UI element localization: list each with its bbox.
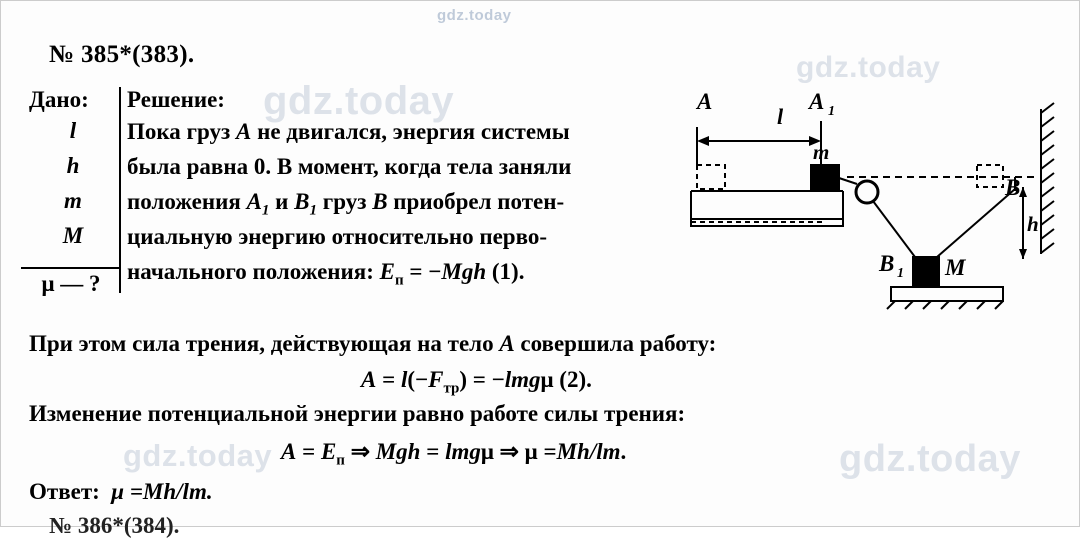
given-item-l: l bbox=[69, 118, 77, 143]
next-task-number: № 386*(384). bbox=[49, 513, 180, 538]
formula-work bbox=[361, 367, 592, 398]
watermark-3: gdz.today bbox=[123, 438, 273, 473]
solution-line-1-part-a: Пока груз bbox=[127, 119, 236, 144]
block-A1-final bbox=[811, 165, 839, 191]
watermark-2: gdz.today bbox=[796, 51, 941, 84]
solution-line-3-var-B2: B bbox=[372, 189, 388, 214]
rope-horizontal bbox=[839, 178, 857, 184]
solution-line-3-sub-2: 1 bbox=[309, 202, 318, 219]
formula-1-F: F bbox=[428, 367, 444, 392]
distance-arrow-l bbox=[697, 121, 821, 167]
solution-line-3-var-B: B bbox=[294, 189, 310, 214]
solution-line-1-part-c: не двигался, энергия системы bbox=[251, 119, 570, 144]
given-header: Дано: bbox=[29, 87, 89, 112]
solution-line-1-var-A: A bbox=[235, 119, 252, 144]
label-m: m bbox=[813, 140, 830, 164]
solution-line-3-sub-1: 1 bbox=[261, 202, 270, 219]
solution-line-3-part-a: положения bbox=[127, 189, 247, 214]
solution-line-5 bbox=[127, 259, 524, 290]
formula-2-eq2: = bbox=[420, 439, 446, 464]
solution-header: Решение: bbox=[127, 87, 225, 112]
label-B1: B bbox=[879, 251, 895, 276]
block-A-initial bbox=[697, 165, 725, 189]
formula-1-lmg: lmg bbox=[504, 367, 541, 392]
formula-1-A: A bbox=[361, 367, 377, 392]
formula-2-arrow1: ⇒ bbox=[344, 439, 376, 464]
rope-diagonal bbox=[873, 201, 915, 257]
given-item-M: M bbox=[62, 223, 84, 248]
paragraph-friction-work bbox=[29, 331, 716, 357]
paragraph-energy-change: Изменение потенциальной энергии равно работе силы трения: bbox=[29, 401, 686, 426]
paragraph-1-part-a: При этом сила трения, действующая на тело bbox=[29, 331, 500, 356]
watermark-top: gdz.today bbox=[437, 7, 512, 24]
physics-figure bbox=[651, 79, 1071, 319]
formula-2-eq1: = bbox=[296, 439, 321, 464]
task-number: № 385*(383). bbox=[49, 41, 195, 68]
formula-2-Mgh: Mgh bbox=[375, 439, 421, 464]
solution-line-5-part-a: начального положения: bbox=[127, 259, 380, 284]
given-divider bbox=[21, 267, 119, 269]
formula-1-close: ) = − bbox=[459, 367, 505, 392]
solution-line-5-part-c: = − bbox=[403, 259, 442, 284]
label-M: M bbox=[945, 255, 966, 280]
solution-line-3-part-c: и bbox=[269, 189, 295, 214]
solution-line-3-part-e: груз bbox=[317, 189, 373, 214]
solution-line-2: была равна 0. В момент, когда тела заняли bbox=[127, 154, 572, 179]
solution-line-3-var-A: A bbox=[246, 189, 262, 214]
pulley bbox=[856, 181, 878, 203]
formula-2-A: A bbox=[281, 439, 297, 464]
formula-2-result: Mh/lm bbox=[556, 439, 621, 464]
watermark-4: gdz.today bbox=[839, 438, 1021, 480]
given-vertical-divider bbox=[119, 87, 121, 293]
formula-2-lmg: lmg bbox=[445, 439, 481, 464]
formula-2-sub-p: п bbox=[336, 452, 345, 469]
label-A: A bbox=[697, 89, 713, 114]
answer-value: μ =Mh/lm. bbox=[111, 479, 213, 504]
solution-line-3 bbox=[127, 189, 564, 220]
label-h: h bbox=[1027, 212, 1039, 236]
solution-line-3-part-g: приобрел потен- bbox=[387, 189, 565, 214]
answer-label: Ответ: bbox=[29, 479, 100, 504]
formula-1-mu: μ (2). bbox=[540, 367, 592, 392]
formula-2-E: E bbox=[320, 439, 337, 464]
given-list bbox=[29, 113, 117, 253]
formula-2-mu: μ ⇒ μ = bbox=[480, 439, 557, 464]
solution-line-5-var-E: E bbox=[379, 259, 396, 284]
find-label: μ — ? bbox=[41, 271, 101, 296]
formula-1-l: l bbox=[400, 367, 408, 392]
given-item-h: h bbox=[66, 153, 80, 178]
figure-svg bbox=[651, 79, 1071, 319]
wall-hatching bbox=[1041, 103, 1054, 254]
paragraph-1-var-A: A bbox=[499, 331, 515, 356]
formula-2-period: . bbox=[620, 439, 627, 464]
formula-energy bbox=[281, 439, 626, 470]
rope-right bbox=[937, 189, 1015, 257]
formula-1-eq: = bbox=[376, 367, 401, 392]
solution-line-5-part-e: (1). bbox=[486, 259, 525, 284]
solution-line-1 bbox=[127, 119, 570, 145]
given-item-m: m bbox=[64, 188, 82, 213]
watermark-1: gdz.today bbox=[263, 79, 455, 123]
label-B1-sub: 1 bbox=[897, 266, 904, 281]
label-B: B bbox=[1005, 175, 1021, 200]
formula-1-sub-tr: тр bbox=[443, 380, 460, 397]
formula-1-open: (− bbox=[407, 367, 429, 392]
table-surface bbox=[691, 191, 843, 226]
label-A1-sub: 1 bbox=[828, 104, 835, 119]
solution-line-4: циальную энергию относительно перво- bbox=[127, 224, 548, 249]
solution-line-5-expr-Mgh: Mgh bbox=[441, 259, 487, 284]
paragraph-1-part-c: совершила работу: bbox=[514, 331, 717, 356]
label-l: l bbox=[777, 104, 784, 129]
solution-line-5-sub-p: п bbox=[395, 272, 404, 289]
label-A1: A bbox=[809, 89, 825, 114]
answer-line bbox=[29, 479, 213, 505]
block-B1-weight-M bbox=[913, 257, 939, 287]
ground-base bbox=[887, 287, 1003, 309]
